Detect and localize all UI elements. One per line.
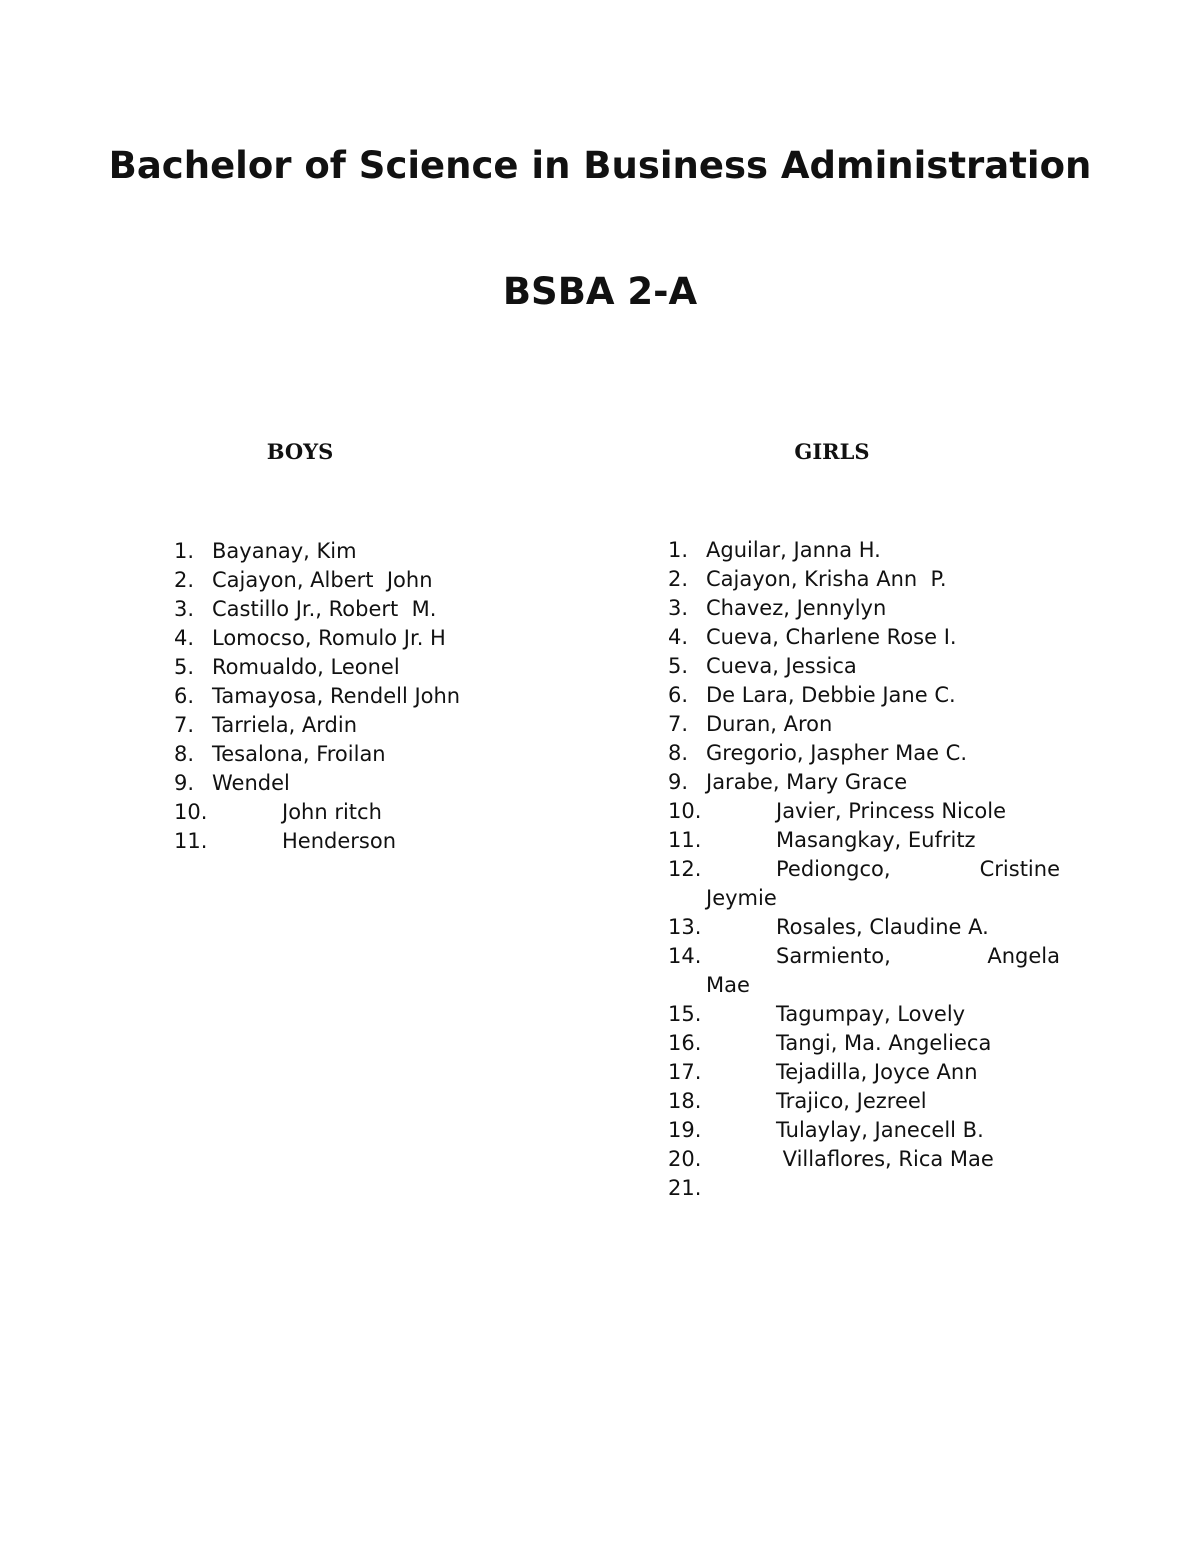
item-number: 11. — [668, 828, 702, 852]
student-name: Castillo Jr., Robert M. — [212, 597, 437, 621]
student-name: Cueva, Jessica — [706, 654, 857, 678]
item-number: 13. — [668, 915, 702, 939]
item-number: 18. — [668, 1089, 702, 1113]
student-name: Tulaylay, Janecell B. — [776, 1118, 984, 1142]
student-name: Lomocso, Romulo Jr. H — [212, 626, 446, 650]
item-number: 5. — [174, 655, 195, 679]
item-number: 21. — [668, 1176, 702, 1200]
girls-list-item — [668, 1145, 1060, 1174]
girls-list-item — [668, 1029, 1060, 1058]
student-name: Duran, Aron — [706, 712, 833, 736]
student-name: Tamayosa, Rendell John — [212, 684, 461, 708]
student-name: Wendel — [212, 771, 290, 795]
student-name: Chavez, Jennylyn — [706, 596, 887, 620]
girls-list-item — [668, 710, 1060, 739]
student-name-continued: Mae — [706, 973, 750, 997]
student-name: Tagumpay, Lovely — [776, 1002, 966, 1026]
item-number: 6. — [668, 683, 689, 707]
student-name: Tesalona, Froilan — [212, 742, 386, 766]
student-name: Trajico, Jezreel — [776, 1089, 927, 1113]
student-name: Romualdo, Leonel — [212, 655, 400, 679]
document-title: Bachelor of Science in Business Administration — [108, 144, 1092, 187]
student-name: Villaflores, Rica Mae — [776, 1147, 994, 1171]
item-number: 5. — [668, 654, 689, 678]
girls-list-item — [668, 942, 1060, 1000]
item-number: 16. — [668, 1031, 702, 1055]
item-number: 1. — [668, 538, 689, 562]
item-number: 1. — [174, 539, 195, 563]
student-name: Aguilar, Janna H. — [706, 538, 881, 562]
student-name: Pediongco, Cristine — [776, 857, 1060, 881]
girls-list-item — [668, 565, 1060, 594]
item-number: 17. — [668, 1060, 702, 1084]
item-number: 4. — [668, 625, 689, 649]
item-number: 12. — [668, 857, 702, 881]
student-name: Tarriela, Ardin — [212, 713, 358, 737]
student-name: John ritch — [282, 800, 382, 824]
girls-list-item — [668, 1087, 1060, 1116]
girls-list-item — [668, 797, 1060, 826]
girls-list-item — [668, 768, 1060, 797]
item-number: 15. — [668, 1002, 702, 1026]
item-number: 8. — [668, 741, 689, 765]
girls-list — [668, 536, 1060, 1203]
student-name: De Lara, Debbie Jane C. — [706, 683, 956, 707]
student-name: Cajayon, Albert John — [212, 568, 433, 592]
item-number: 19. — [668, 1118, 702, 1142]
item-number: 11. — [174, 829, 208, 853]
item-number: 8. — [174, 742, 195, 766]
student-name: Jarabe, Mary Grace — [706, 770, 908, 794]
girls-list-item — [668, 536, 1060, 565]
girls-list-item — [668, 1174, 1060, 1203]
girls-list-item — [668, 913, 1060, 942]
student-name: Tejadilla, Joyce Ann — [776, 1060, 978, 1084]
girls-list-item — [668, 652, 1060, 681]
girls-list-item — [668, 623, 1060, 652]
item-number: 2. — [668, 567, 689, 591]
item-number: 14. — [668, 944, 702, 968]
student-name: Sarmiento, Angela — [776, 944, 1060, 968]
boys-list-item — [174, 740, 594, 769]
item-number: 20. — [668, 1147, 702, 1171]
item-number: 4. — [174, 626, 195, 650]
boys-list — [174, 537, 594, 856]
item-number: 7. — [174, 713, 195, 737]
girls-list-item — [668, 826, 1060, 855]
girls-heading: GIRLS — [794, 439, 870, 464]
item-number: 10. — [668, 799, 702, 823]
item-number: 10. — [174, 800, 208, 824]
boys-list-item — [174, 682, 594, 711]
student-name: Javier, Princess Nicole — [776, 799, 1007, 823]
student-name: Bayanay, Kim — [212, 539, 357, 563]
boys-list-item — [174, 653, 594, 682]
boys-list-item — [174, 769, 594, 798]
student-name: Henderson — [282, 829, 397, 853]
boys-list-item — [174, 566, 594, 595]
girls-list-item — [668, 681, 1060, 710]
item-number: 9. — [174, 771, 195, 795]
boys-list-item — [174, 595, 594, 624]
item-number: 2. — [174, 568, 195, 592]
student-name-continued: Jeymie — [706, 886, 777, 910]
boys-list-item — [174, 711, 594, 740]
girls-list-item — [668, 1000, 1060, 1029]
item-number: 6. — [174, 684, 195, 708]
girls-list-item — [668, 1116, 1060, 1145]
student-name: Masangkay, Eufritz — [776, 828, 976, 852]
student-name: Gregorio, Jaspher Mae C. — [706, 741, 968, 765]
boys-list-item — [174, 537, 594, 566]
student-name: Tangi, Ma. Angelieca — [776, 1031, 992, 1055]
girls-list-item — [668, 855, 1060, 913]
boys-heading: BOYS — [266, 439, 334, 464]
girls-list-item — [668, 594, 1060, 623]
student-name: Cajayon, Krisha Ann P. — [706, 567, 947, 591]
student-name: Cueva, Charlene Rose I. — [706, 625, 957, 649]
item-number: 7. — [668, 712, 689, 736]
section-title: BSBA 2-A — [502, 270, 698, 313]
boys-list-item — [174, 624, 594, 653]
girls-list-item — [668, 1058, 1060, 1087]
boys-list-item — [174, 827, 594, 856]
student-name: Rosales, Claudine A. — [776, 915, 989, 939]
item-number: 3. — [174, 597, 195, 621]
boys-list-item — [174, 798, 594, 827]
girls-list-item — [668, 739, 1060, 768]
item-number: 3. — [668, 596, 689, 620]
item-number: 9. — [668, 770, 689, 794]
